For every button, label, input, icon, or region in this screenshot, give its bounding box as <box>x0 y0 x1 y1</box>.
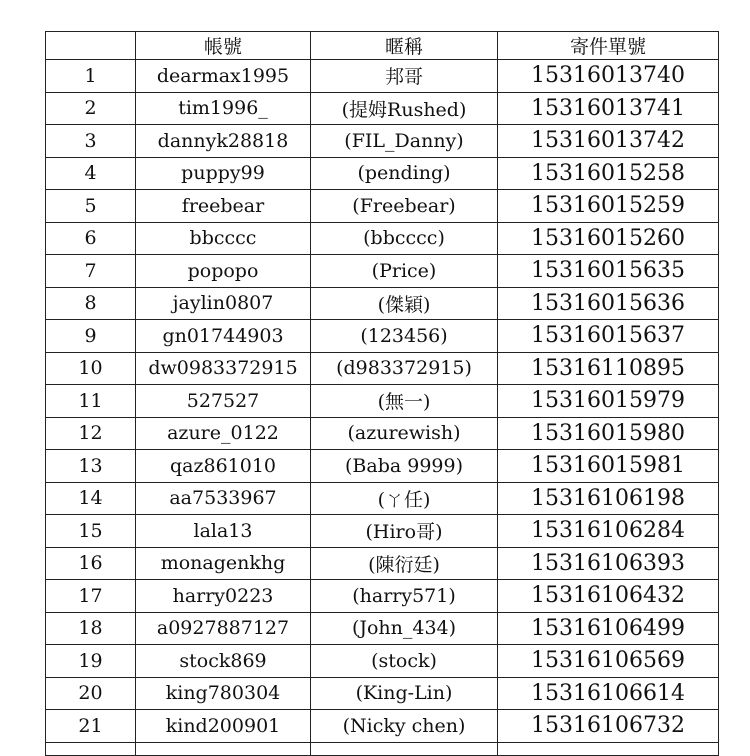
table-row <box>46 157 719 190</box>
nickname-cell: (ㄚ任) <box>311 482 498 515</box>
tracking-number-cell: 15316015258 <box>498 157 719 190</box>
table-row <box>46 645 719 678</box>
tracking-number-cell: 15316015637 <box>498 320 719 353</box>
tracking-number-cell: 15316015260 <box>498 222 719 255</box>
row-number: 11 <box>46 385 136 418</box>
empty-cell <box>498 742 719 755</box>
tracking-number-cell: 15316106499 <box>498 612 719 645</box>
table-row <box>46 385 719 418</box>
row-number: 7 <box>46 255 136 288</box>
table-row <box>46 222 719 255</box>
header-account: 帳號 <box>136 32 311 60</box>
row-number: 6 <box>46 222 136 255</box>
table-row <box>46 320 719 353</box>
row-number: 3 <box>46 125 136 158</box>
account-cell: dearmax1995 <box>136 60 311 93</box>
row-number: 1 <box>46 60 136 93</box>
account-cell: popopo <box>136 255 311 288</box>
row-number: 15 <box>46 515 136 548</box>
account-cell: 527527 <box>136 385 311 418</box>
tracking-number-cell: 15316013740 <box>498 60 719 93</box>
nickname-cell: (stock) <box>311 645 498 678</box>
table-header-row <box>46 32 719 60</box>
row-number: 9 <box>46 320 136 353</box>
account-cell: monagenkhg <box>136 547 311 580</box>
nickname-cell: (harry571) <box>311 580 498 613</box>
nickname-cell: (FIL_Danny) <box>311 125 498 158</box>
row-number: 16 <box>46 547 136 580</box>
nickname-cell: 邦哥 <box>311 60 498 93</box>
nickname-cell: (提姆Rushed) <box>311 92 498 125</box>
account-cell: aa7533967 <box>136 482 311 515</box>
row-number: 10 <box>46 352 136 385</box>
nickname-cell: (Nicky chen) <box>311 710 498 743</box>
tracking-number-cell: 15316106393 <box>498 547 719 580</box>
nickname-cell: (King-Lin) <box>311 677 498 710</box>
account-cell: freebear <box>136 190 311 223</box>
table-row <box>46 92 719 125</box>
tracking-number-cell: 15316015636 <box>498 287 719 320</box>
account-cell: tim1996_ <box>136 92 311 125</box>
table-row <box>46 417 719 450</box>
tracking-number-cell: 15316015981 <box>498 450 719 483</box>
row-number: 17 <box>46 580 136 613</box>
row-number: 5 <box>46 190 136 223</box>
account-cell: kind200901 <box>136 710 311 743</box>
account-cell: king780304 <box>136 677 311 710</box>
row-number: 12 <box>46 417 136 450</box>
account-cell: azure_0122 <box>136 417 311 450</box>
table-row <box>46 547 719 580</box>
row-number: 14 <box>46 482 136 515</box>
tracking-number-cell: 15316015635 <box>498 255 719 288</box>
account-cell: qaz861010 <box>136 450 311 483</box>
row-number: 21 <box>46 710 136 743</box>
table-row <box>46 515 719 548</box>
empty-cell <box>311 742 498 755</box>
tracking-number-cell: 15316106284 <box>498 515 719 548</box>
tracking-number-cell: 15316015979 <box>498 385 719 418</box>
account-cell: gn01744903 <box>136 320 311 353</box>
table-row <box>46 255 719 288</box>
tracking-number-cell: 15316106569 <box>498 645 719 678</box>
table-row <box>46 125 719 158</box>
nickname-cell: (Freebear) <box>311 190 498 223</box>
shipping-table <box>45 31 719 756</box>
tracking-number-cell: 15316106614 <box>498 677 719 710</box>
nickname-cell: (陳衍廷) <box>311 547 498 580</box>
table-row <box>46 352 719 385</box>
header-nickname: 暱稱 <box>311 32 498 60</box>
account-cell: harry0223 <box>136 580 311 613</box>
row-number: 19 <box>46 645 136 678</box>
account-cell: dw0983372915 <box>136 352 311 385</box>
nickname-cell: (d983372915) <box>311 352 498 385</box>
tracking-number-cell: 15316015980 <box>498 417 719 450</box>
table-row <box>46 677 719 710</box>
nickname-cell: (123456) <box>311 320 498 353</box>
account-cell: stock869 <box>136 645 311 678</box>
account-cell: puppy99 <box>136 157 311 190</box>
nickname-cell: (John_434) <box>311 612 498 645</box>
nickname-cell: (Baba 9999) <box>311 450 498 483</box>
row-number: 18 <box>46 612 136 645</box>
nickname-cell: (pending) <box>311 157 498 190</box>
account-cell: a0927887127 <box>136 612 311 645</box>
account-cell: bbcccc <box>136 222 311 255</box>
tracking-number-cell: 15316015259 <box>498 190 719 223</box>
tracking-number-cell: 15316106198 <box>498 482 719 515</box>
table-row <box>46 580 719 613</box>
row-number: 20 <box>46 677 136 710</box>
nickname-cell: (無一) <box>311 385 498 418</box>
table-row <box>46 482 719 515</box>
row-number: 2 <box>46 92 136 125</box>
tracking-number-cell: 15316106732 <box>498 710 719 743</box>
table-row <box>46 60 719 93</box>
row-number: 4 <box>46 157 136 190</box>
tracking-number-cell: 15316013742 <box>498 125 719 158</box>
row-number: 13 <box>46 450 136 483</box>
table-row <box>46 190 719 223</box>
tracking-number-cell: 15316013741 <box>498 92 719 125</box>
tracking-number-cell: 15316110895 <box>498 352 719 385</box>
nickname-cell: (azurewish) <box>311 417 498 450</box>
table-row <box>46 287 719 320</box>
table-row <box>46 612 719 645</box>
nickname-cell: (傑穎) <box>311 287 498 320</box>
account-cell: lala13 <box>136 515 311 548</box>
account-cell: jaylin0807 <box>136 287 311 320</box>
empty-cell <box>136 742 311 755</box>
row-number: 8 <box>46 287 136 320</box>
empty-cell <box>46 742 136 755</box>
nickname-cell: (Price) <box>311 255 498 288</box>
table-row <box>46 450 719 483</box>
tracking-number-cell: 15316106432 <box>498 580 719 613</box>
account-cell: dannyk28818 <box>136 125 311 158</box>
nickname-cell: (bbcccc) <box>311 222 498 255</box>
nickname-cell: (Hiro哥) <box>311 515 498 548</box>
header-tracking-number: 寄件單號 <box>498 32 719 60</box>
header-index <box>46 32 136 60</box>
table-row <box>46 710 719 743</box>
table-row-cut-off <box>46 742 719 755</box>
